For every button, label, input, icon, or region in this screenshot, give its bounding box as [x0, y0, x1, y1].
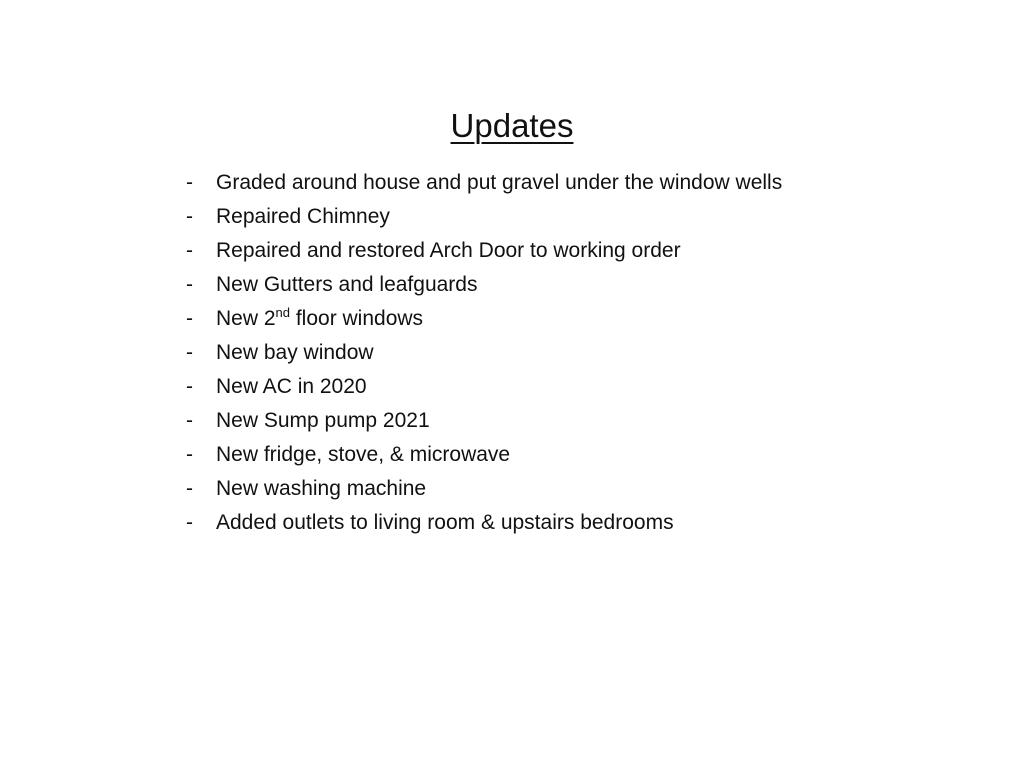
list-item-text: New AC in 2020	[216, 375, 367, 398]
bullet-dash: -	[186, 307, 193, 330]
list-item	[184, 166, 782, 200]
list-item	[184, 404, 782, 438]
bullet-dash: -	[186, 341, 193, 364]
list-item-text-prefix: New 2	[216, 307, 276, 330]
bullet-dash: -	[186, 239, 193, 262]
list-item	[184, 472, 782, 506]
list-item-text: Repaired Chimney	[216, 205, 390, 228]
bullet-dash: -	[186, 477, 193, 500]
bullet-dash: -	[186, 205, 193, 228]
list-item-text	[216, 302, 423, 336]
bullet-dash: -	[186, 443, 193, 466]
bullet-dash: -	[186, 273, 193, 296]
list-item-text: Repaired and restored Arch Door to working order	[216, 239, 681, 262]
updates-list	[184, 166, 782, 540]
list-item-text: New Sump pump 2021	[216, 409, 430, 432]
list-item-text: New bay window	[216, 341, 374, 364]
list-item	[184, 370, 782, 404]
list-item	[184, 506, 782, 540]
list-item	[184, 200, 782, 234]
bullet-dash: -	[186, 409, 193, 432]
list-item-text-suffix: floor windows	[290, 307, 424, 330]
list-item-text: New fridge, stove, & microwave	[216, 443, 511, 466]
list-item-text: New washing machine	[216, 477, 427, 500]
list-item	[184, 234, 782, 268]
list-item	[184, 438, 782, 472]
bullet-dash: -	[186, 511, 193, 534]
list-item-text: Graded around house and put gravel under the window wells	[216, 171, 783, 194]
page-title: Updates	[450, 107, 574, 144]
bullet-dash: -	[186, 375, 193, 398]
list-item-text: Added outlets to living room & upstairs bedrooms	[216, 511, 674, 534]
list-item	[184, 268, 782, 302]
list-item	[184, 302, 782, 336]
list-item	[184, 336, 782, 370]
list-item-text: New Gutters and leafguards	[216, 273, 478, 296]
bullet-dash: -	[186, 171, 193, 194]
ordinal-superscript: nd	[275, 305, 290, 320]
